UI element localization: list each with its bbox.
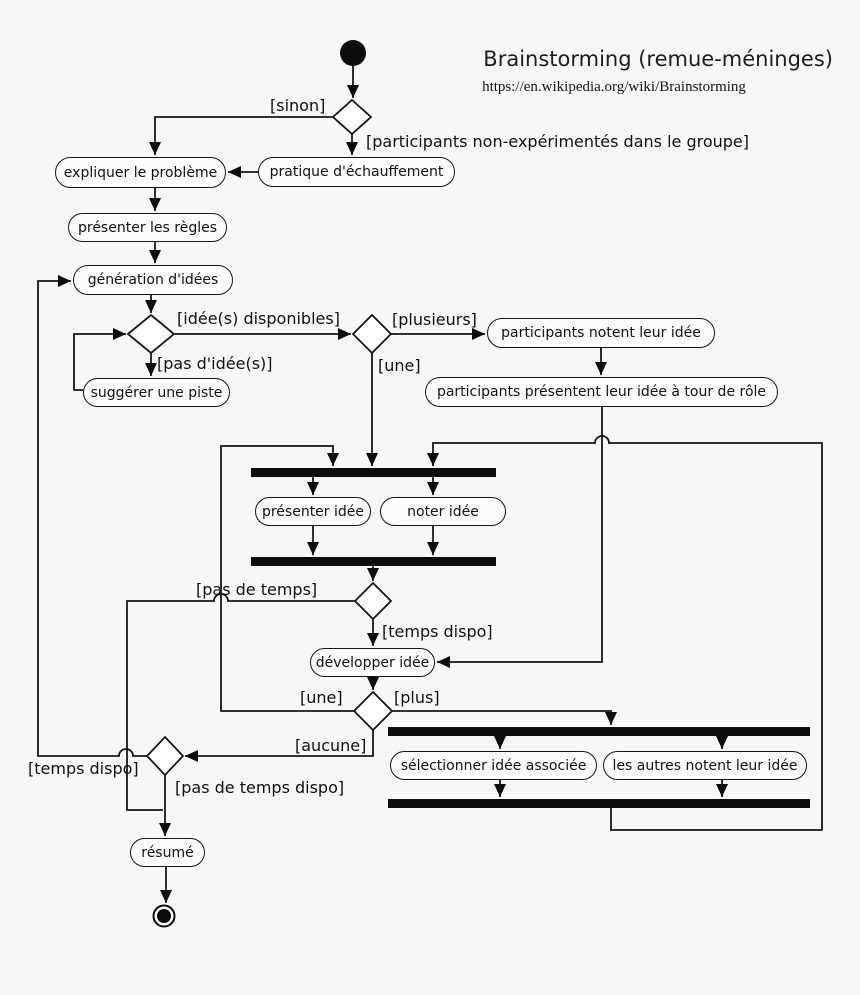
guard-temps-dispo-left: [temps dispo] (28, 759, 139, 778)
initial-node (340, 40, 366, 66)
guard-pas-d-idees: [pas d'idée(s)] (157, 354, 273, 373)
action-noter-idee: noter idée (380, 497, 506, 526)
action-les-autres-notent: les autres notent leur idée (603, 751, 807, 780)
action-presenter-idee: présenter idée (255, 497, 371, 526)
decision-experience (333, 100, 371, 134)
join-bar-1 (251, 557, 496, 566)
diagram-source-url: https://en.wikipedia.org/wiki/Brainstorming (482, 79, 746, 95)
action-selectionner-idee: sélectionner idée associée (390, 751, 597, 780)
guard-participants-non-experimentes: [participants non-expérimentés dans le groupe] (366, 132, 749, 151)
final-node-core (157, 909, 171, 923)
guard-une-top: [une] (378, 356, 421, 375)
diagram-title: Brainstorming (remue-méninges) (483, 47, 833, 71)
action-generation-idees: génération d'idées (73, 265, 233, 295)
guard-pas-de-temps: [pas de temps] (196, 580, 318, 599)
action-participants-notent: participants notent leur idée (487, 318, 715, 348)
fork-bar-1 (251, 468, 496, 477)
action-suggerer-piste: suggérer une piste (83, 378, 230, 407)
guard-idees-disponibles: [idée(s) disponibles] (177, 309, 340, 328)
guard-aucune: [aucune] (295, 736, 367, 755)
guard-plus: [plus] (394, 688, 440, 707)
join-bar-2 (388, 799, 810, 808)
guard-temps-dispo-mid: [temps dispo] (382, 622, 493, 641)
edge-plus-to-fork2 (392, 711, 611, 725)
action-participants-presentent: participants présentent leur idée à tour de rôle (425, 377, 778, 407)
action-pratique-echauffement: pratique d'échauffement (258, 157, 455, 187)
decision-fin (147, 737, 183, 775)
decision-idees (128, 315, 174, 353)
edge-sinon (155, 117, 333, 155)
decision-une-plus (354, 692, 392, 730)
action-presenter-regles: présenter les règles (68, 213, 227, 242)
guard-sinon: [sinon] (270, 96, 326, 115)
edge-temps-dispo-to-generation (38, 281, 147, 756)
action-developper-idee: développer idée (310, 648, 435, 677)
action-resume: résumé (130, 838, 205, 867)
guard-pas-de-temps-dispo: [pas de temps dispo] (175, 778, 345, 797)
action-expliquer-probleme: expliquer le problème (55, 157, 226, 188)
decision-temps (355, 583, 391, 619)
decision-nombre-idees (353, 315, 391, 353)
guard-plusieurs: [plusieurs] (392, 310, 477, 329)
guard-une-bottom: [une] (300, 688, 343, 707)
fork-bar-2 (388, 727, 810, 736)
